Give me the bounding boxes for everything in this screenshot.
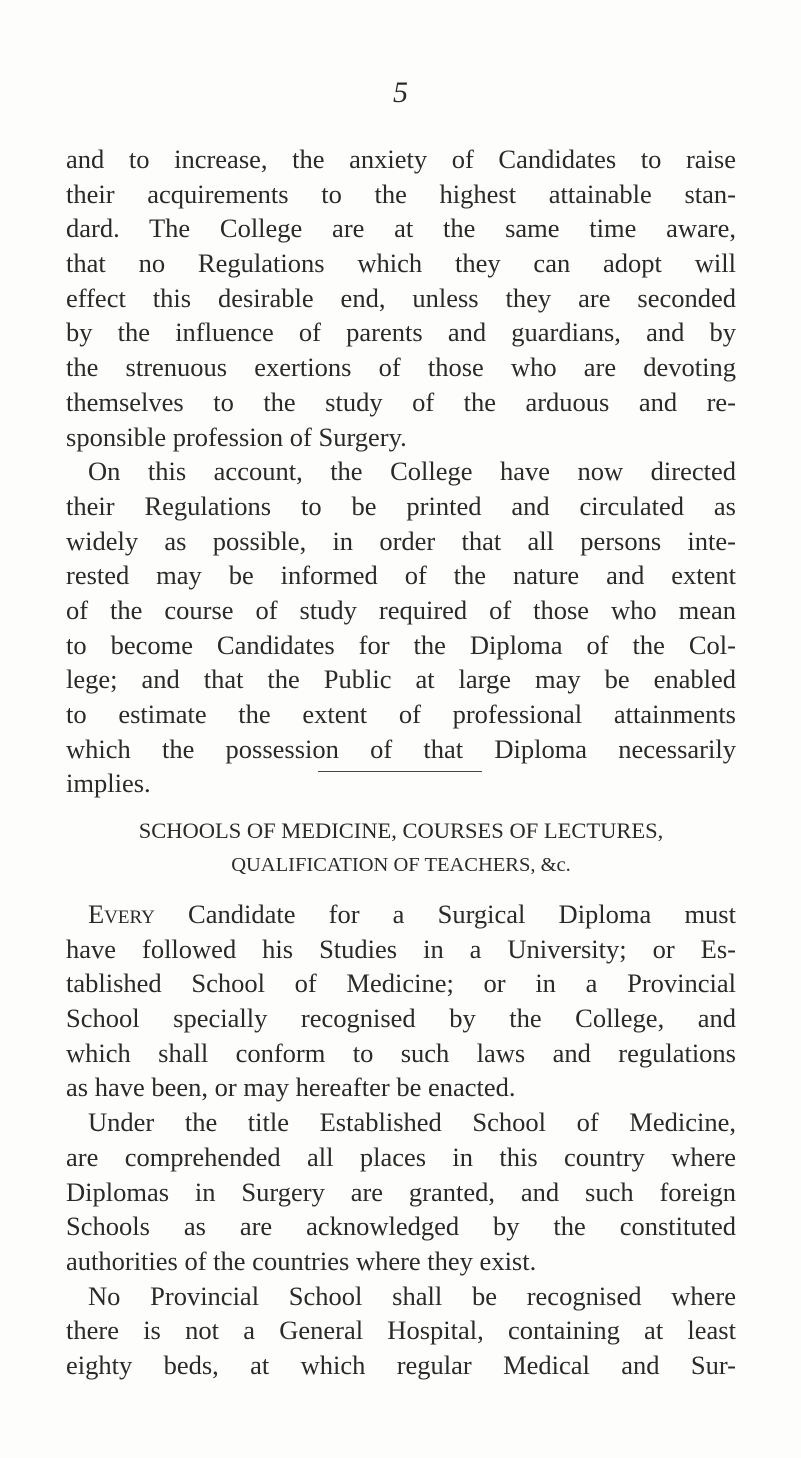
text-line: lege; and that the Public at large may be enabled	[66, 664, 736, 695]
text-line: rested may be informed of the nature and extent	[66, 560, 736, 591]
drop-word: Every	[88, 899, 155, 929]
text-line: authorities of the countries where they exist.	[66, 1245, 537, 1276]
text-line: which the possession of that Diploma necessarily	[66, 733, 736, 764]
text-line: Diplomas in Surgery are granted, and such foreign	[66, 1176, 736, 1207]
section-divider	[318, 771, 482, 772]
text-line: are comprehended all places in this country where	[66, 1141, 736, 1172]
text-run: Candidate for a Surgical Diploma must	[154, 899, 736, 929]
text-line: dard. The College are at the same time aware,	[66, 213, 736, 244]
text-line: there is not a General Hospital, containing at least	[66, 1315, 736, 1346]
intro-paragraphs	[66, 142, 736, 801]
text-line: which shall conform to such laws and regulations	[66, 1037, 736, 1068]
text-line: widely as possible, in order that all persons inte-	[66, 525, 736, 556]
section-heading-line1: SCHOOLS OF MEDICINE, COURSES OF LECTURES,	[138, 818, 664, 843]
regulation-paragraphs	[66, 897, 736, 1383]
section-heading-line2: QUALIFICATION OF TEACHERS, &c.	[231, 854, 571, 876]
text-line: Schools as are acknowledged by the constituted	[66, 1211, 736, 1242]
text-line: to estimate the extent of professional attainments	[66, 699, 736, 729]
text-line: that no Regulations which they can adopt will	[66, 248, 736, 279]
text-line: No Provincial School shall be recognised where	[88, 1280, 736, 1311]
text-line: effect this desirable end, unless they are seconded	[66, 282, 736, 313]
text-line: tablished School of Medicine; or in a Provincial	[66, 968, 736, 999]
text-line: School specially recognised by the College, and	[66, 1003, 736, 1034]
text-line: sponsible profession of Surgery.	[66, 421, 407, 452]
text-line: of the course of study required of those who mean	[66, 594, 736, 625]
text-line: their acquirements to the highest attainable stan-	[66, 178, 736, 209]
text-line: their Regulations to be printed and circulated as	[66, 490, 736, 521]
text-line: have followed his Studies in a University; or Es-	[66, 933, 736, 964]
text-line: implies.	[66, 768, 151, 799]
text-line: themselves to the study of the arduous and re-	[66, 386, 736, 417]
text-line: On this account, the College have now directed	[88, 456, 736, 487]
text-line: the strenuous exertions of those who are devoting	[66, 352, 736, 383]
text-line: by the influence of parents and guardians, and by	[66, 317, 736, 348]
page-number: 5	[393, 76, 408, 109]
text-line: eighty beds, at which regular Medical and Sur-	[66, 1349, 736, 1380]
text-line: as have been, or may hereafter be enacted.	[66, 1072, 516, 1103]
text-line: and to increase, the anxiety of Candidates to raise	[66, 144, 736, 174]
text-line: to become Candidates for the Diploma of the Col-	[66, 629, 736, 660]
text-line	[66, 897, 736, 932]
text-line: Under the title Established School of Medicine,	[88, 1107, 736, 1138]
